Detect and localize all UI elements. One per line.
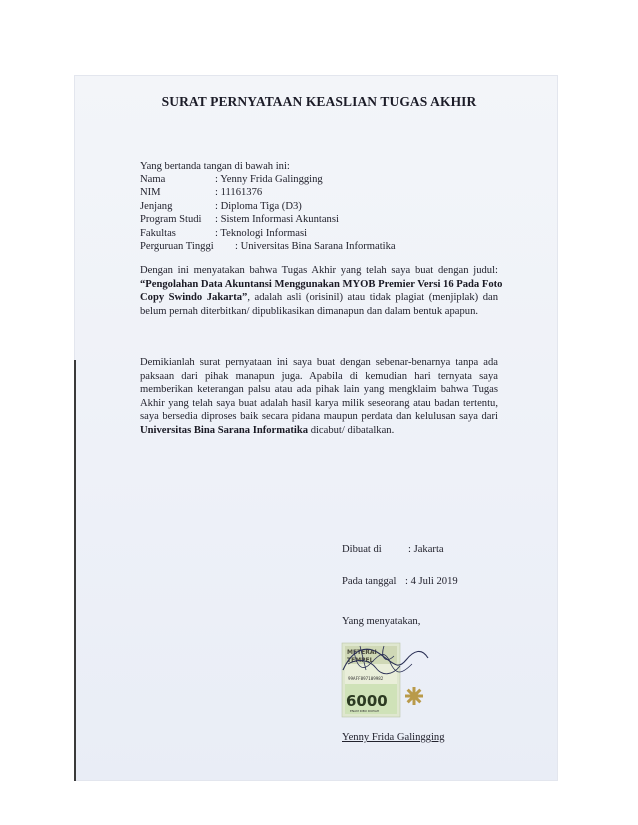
identity-label: Nama [140, 174, 166, 185]
statement-closing: Yang menyatakan, [342, 616, 421, 627]
identity-value: : Diploma Tiga (D3) [215, 200, 302, 212]
closing-paragraph [140, 356, 498, 438]
paragraph-text: dicabut/ dibatalkan. [308, 424, 395, 436]
thesis-title-part: Copy Swindo Jakarta” [140, 292, 248, 304]
identity-label: NIM [140, 187, 161, 199]
paragraph-line: saya bersedia diproses baik secara pidana maupun perdata dan kelulusan saya dari [140, 411, 498, 423]
svg-text:99AFF897109982: 99AFF897109982 [348, 676, 384, 681]
place-value: : Jakarta [408, 544, 444, 555]
svg-text:TEMPEL: TEMPEL [347, 657, 374, 664]
date-value: : 4 Juli 2019 [405, 576, 458, 587]
identity-value: : Teknologi Informasi [215, 227, 308, 239]
paragraph-line: paksaan dari pihak manapun juga. Apabila di kemudian hari ternyata saya [140, 370, 498, 382]
paragraph-line: Demikianlah surat pernyataan ini saya buat dengan sebenar-benarnya tanpa ada [140, 357, 498, 368]
identity-label: Jenjang [140, 200, 173, 212]
identity-label: Perguruan Tinggi [140, 240, 214, 252]
identity-value: : Sistem Informasi Akuntansi [215, 214, 339, 226]
date-label: Pada tanggal [342, 576, 397, 587]
revenue-stamp-with-signature [340, 640, 432, 720]
paragraph-line: Akhir yang telah saya buat adalah hasil karya milik seseorang atau badan tertentu, [140, 397, 498, 409]
paragraph-line: belum pernah diterbitkan/ dipublikasikan dimanapun dan dalam bentuk apapun. [140, 305, 479, 317]
identity-value: : Universitas Bina Sarana Informatika [235, 240, 396, 252]
svg-text:ENAM RIBU RUPIAH: ENAM RIBU RUPIAH [350, 709, 380, 713]
paragraph-line [140, 291, 498, 305]
paragraph-text: , adalah asli (orisinil) atau tidak plagiat (menjiplak) dan [247, 292, 498, 304]
identity-value: : 11161376 [215, 187, 263, 199]
svg-text:6000: 6000 [346, 692, 388, 710]
identity-value: : Yenny Frida Galingging [215, 174, 323, 185]
paragraph-line [140, 424, 498, 438]
identity-label: Fakultas [140, 227, 176, 239]
place-label: Dibuat di [342, 544, 382, 555]
identity-label: Program Studi [140, 214, 202, 226]
university-name: Universitas Bina Sarana Informatika [140, 424, 309, 436]
svg-text:METERAI: METERAI [347, 649, 377, 656]
thesis-title-part: “Pengolahan Data Akuntansi Menggunakan MYOB Premier Versi 16 Pada Foto [140, 278, 503, 290]
paragraph-line [140, 278, 503, 292]
declaration-paragraph [140, 264, 503, 318]
document-title: SURAT PERNYATAAN KEASLIAN TUGAS AKHIR [161, 94, 477, 109]
intro-line: Yang bertanda tangan di bawah ini: [140, 161, 290, 172]
signer-name: Yenny Frida Galingging [342, 732, 445, 743]
page-edge-shadow [74, 360, 76, 781]
paragraph-line: memberikan keterangan palsu atau ada pihak lain yang mengklaim bahwa Tugas [140, 384, 498, 396]
paragraph-line: Dengan ini menyatakan bahwa Tugas Akhir yang telah saya buat dengan judul: [140, 265, 498, 276]
